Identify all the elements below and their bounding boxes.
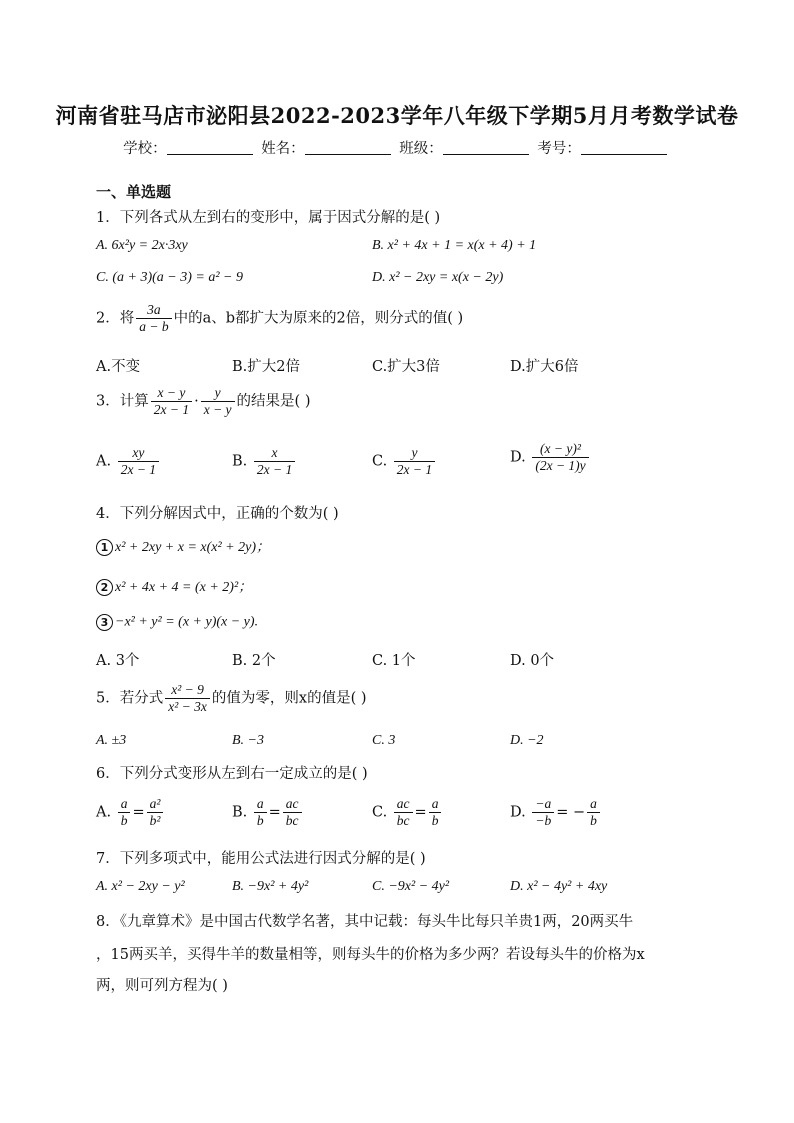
question-8-line-3: 两，则可列方程为( ) <box>96 978 228 994</box>
question-8-line-2: ，15两买羊，买得牛羊的数量相等，则每头牛的价格为多少两？若设每头牛的价格为x <box>96 947 645 963</box>
left-fraction <box>532 797 554 828</box>
question-3-option-a <box>96 446 161 477</box>
question-3-option-b <box>232 446 297 477</box>
fraction-numerator: x² − 9 <box>171 682 204 697</box>
school-blank <box>167 140 253 155</box>
question-3-suffix: 的结果是( ) <box>236 393 311 410</box>
option-label: D. <box>510 804 526 821</box>
question-2-option-d: D.扩大6倍 <box>510 359 579 375</box>
question-4-item-3 <box>96 614 258 631</box>
question-4-item-1 <box>96 536 270 556</box>
question-1-option-b: B. x² + 4x + 1 = x(x + 4) + 1 <box>372 238 537 253</box>
multiply-operator: · <box>194 393 199 410</box>
question-1-option-a: A. 6x²y = 2x·3xy <box>96 238 188 253</box>
question-2-option-c: C.扩大3倍 <box>372 359 440 375</box>
item-expression: x² + 4x + 4 = (x + 2)²； <box>115 580 253 595</box>
right-fraction <box>283 797 302 828</box>
fraction-denominator: b <box>254 812 267 828</box>
circled-number: 2 <box>96 579 113 596</box>
question-3-prefix: 3．计算 <box>96 393 149 410</box>
question-4-option-c: C. 1个 <box>372 653 416 669</box>
fraction-denominator: 2x − 1 <box>151 401 192 417</box>
equals-sign: = − <box>556 804 586 821</box>
left-fraction <box>394 797 413 828</box>
right-fraction <box>587 797 600 828</box>
question-1-option-d: D. x² − 2xy = x(x − 2y) <box>372 270 504 285</box>
fraction-denominator: (2x − 1)y <box>532 457 588 473</box>
fraction-denominator: b <box>429 812 442 828</box>
fraction-numerator: x <box>271 445 278 460</box>
class-label: 班级： <box>399 141 443 157</box>
fraction-numerator: y <box>411 445 418 460</box>
equals-sign: = <box>268 804 281 821</box>
question-3-option-d <box>510 442 591 473</box>
question-5-stem <box>96 683 367 714</box>
item-expression: x² + 2xy + x = x(x² + 2y)； <box>115 540 271 555</box>
fraction-numerator: y <box>214 385 221 400</box>
exam-title: 河南省驻马店市泌阳县2022-2023学年八年级下学期5月月考数学试卷 <box>55 103 739 128</box>
option-label: A. <box>96 453 112 470</box>
circled-number: 3 <box>96 614 113 631</box>
question-5-option-a: A. ±3 <box>96 733 127 748</box>
fraction-numerator: a² <box>149 796 161 811</box>
question-5-fraction <box>165 683 210 714</box>
fraction-denominator: −b <box>532 812 554 828</box>
fraction-denominator: 2x − 1 <box>118 461 159 477</box>
question-7-stem: 7．下列多项式中，能用公式法进行因式分解的是( ) <box>96 851 426 867</box>
equals-sign: = <box>132 804 145 821</box>
question-7-option-b: B. −9x² + 4y² <box>232 879 309 894</box>
question-5-prefix: 5．若分式 <box>96 690 164 707</box>
question-5-suffix: 的值为零，则x的值是( ) <box>211 690 367 707</box>
name-label: 姓名： <box>261 141 305 157</box>
question-1-option-c: C. (a + 3)(a − 3) = a² − 9 <box>96 270 243 285</box>
option-fraction <box>118 446 159 477</box>
fraction-numerator: xy <box>132 445 145 460</box>
question-5-option-d: D. −2 <box>510 733 544 748</box>
question-8-line-1: 8．《九章算术》是中国古代数学名著，其中记载：每头牛比每只羊贵1两，20两买牛 <box>96 914 634 930</box>
question-6-option-a <box>96 797 165 828</box>
fraction-denominator: x² − 3x <box>165 698 210 714</box>
option-label: D. <box>510 449 526 466</box>
name-blank <box>305 140 391 155</box>
fraction-denominator: 2x − 1 <box>254 461 295 477</box>
fraction-denominator: a − b <box>136 318 171 334</box>
right-fraction <box>147 797 164 828</box>
question-3-fraction-1 <box>151 386 192 417</box>
class-blank <box>443 140 529 155</box>
question-4-option-b: B. 2个 <box>232 653 276 669</box>
fraction-denominator: b <box>587 812 600 828</box>
fraction-numerator: a <box>256 796 264 811</box>
option-label: C. <box>372 453 388 470</box>
fraction-numerator: a <box>590 796 597 811</box>
option-label: A. <box>96 804 112 821</box>
fraction-denominator: b² <box>147 812 164 828</box>
fraction-denominator: x − y <box>201 401 235 417</box>
left-fraction <box>118 797 131 828</box>
option-fraction <box>532 442 588 473</box>
question-4-option-a: A. 3个 <box>96 653 140 669</box>
option-label: C. <box>372 804 388 821</box>
question-2-fraction <box>136 303 171 334</box>
section-heading: 一、单选题 <box>96 183 172 201</box>
question-2-suffix: 中的a、b都扩大为原来的2倍，则分式的值( ) <box>173 310 464 327</box>
question-2-stem <box>96 303 463 334</box>
id-blank <box>581 140 667 155</box>
question-7-option-d: D. x² − 4y² + 4xy <box>510 879 608 894</box>
question-6-stem: 6．下列分式变形从左到右一定成立的是( ) <box>96 766 368 782</box>
fraction-numerator: 3a <box>147 302 161 317</box>
fraction-denominator: bc <box>283 812 302 828</box>
question-2-option-a: A.不变 <box>96 359 141 375</box>
fraction-numerator: a <box>120 796 128 811</box>
question-6-option-c <box>372 797 443 828</box>
option-label: B. <box>232 453 248 470</box>
item-expression: −x² + y² = (x + y)(x − y). <box>115 614 259 630</box>
fraction-numerator: −a <box>535 796 552 811</box>
circled-number: 1 <box>96 539 113 556</box>
question-5-option-b: B. −3 <box>232 733 264 748</box>
student-info-line <box>0 137 794 158</box>
question-3-stem <box>96 386 310 417</box>
question-2-prefix: 2．将 <box>96 310 135 327</box>
question-4-item-2 <box>96 576 252 596</box>
question-4-stem: 4．下列分解因式中，正确的个数为( ) <box>96 506 339 522</box>
fraction-numerator: ac <box>285 796 299 811</box>
school-label: 学校： <box>123 141 167 157</box>
fraction-denominator: 2x − 1 <box>394 461 435 477</box>
option-fraction <box>394 446 435 477</box>
fraction-denominator: bc <box>394 812 413 828</box>
fraction-denominator: b <box>118 812 131 828</box>
fraction-numerator: a <box>431 796 439 811</box>
option-fraction <box>254 446 295 477</box>
option-label: B. <box>232 804 248 821</box>
question-6-option-d <box>510 797 602 828</box>
fraction-numerator: ac <box>396 796 410 811</box>
question-7-option-c: C. −9x² − 4y² <box>372 879 450 894</box>
question-2-option-b: B.扩大2倍 <box>232 359 300 375</box>
left-fraction <box>254 797 267 828</box>
question-7-option-a: A. x² − 2xy − y² <box>96 879 185 894</box>
right-fraction <box>429 797 442 828</box>
question-6-option-b <box>232 797 304 828</box>
question-4-option-d: D. 0个 <box>510 653 555 669</box>
equals-sign: = <box>414 804 427 821</box>
fraction-numerator: x − y <box>157 385 186 400</box>
question-3-option-c <box>372 446 437 477</box>
question-1-stem: 1．下列各式从左到右的变形中，属于因式分解的是( ) <box>96 210 441 226</box>
fraction-numerator: (x − y)² <box>540 441 581 456</box>
question-3-fraction-2 <box>201 386 235 417</box>
id-label: 考号： <box>537 141 581 157</box>
question-5-option-c: C. 3 <box>372 733 396 748</box>
